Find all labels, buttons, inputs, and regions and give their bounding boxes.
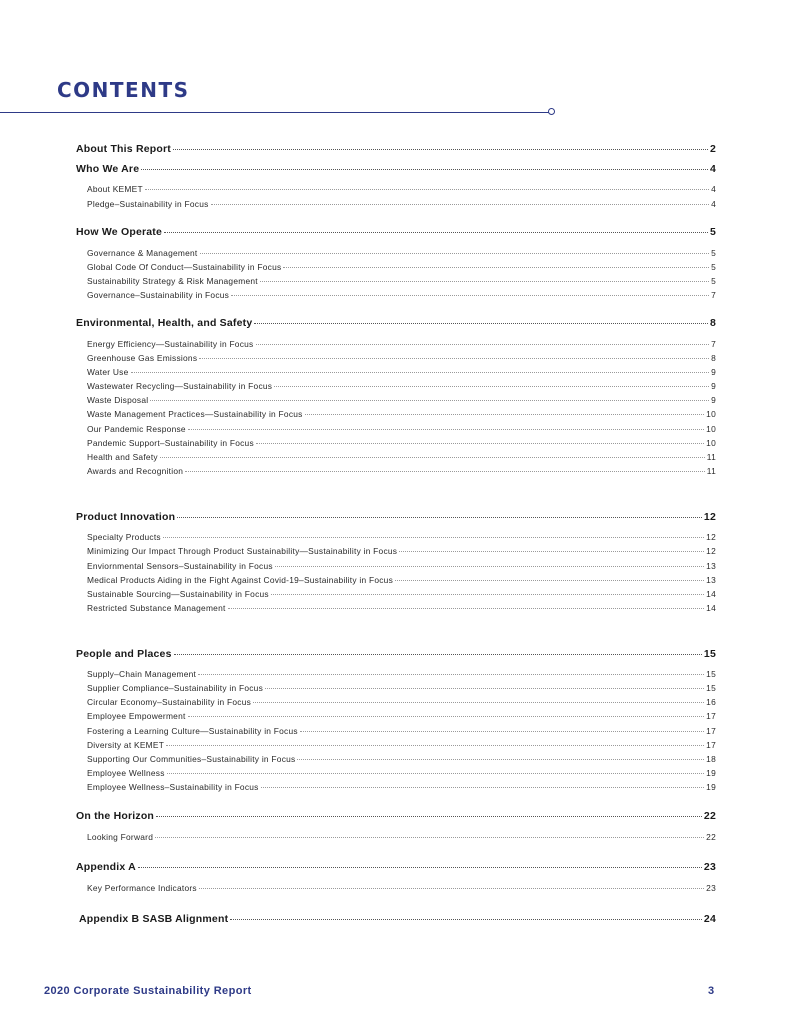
- toc-entry-title: Awards and Recognition: [87, 466, 184, 476]
- toc-heading-row[interactable]: [76, 226, 716, 238]
- toc-entry-page: 23: [706, 883, 716, 893]
- toc-heading-row[interactable]: [76, 861, 716, 873]
- toc-subitem-row[interactable]: [87, 603, 716, 613]
- dot-leader: [297, 759, 704, 760]
- dot-leader: [228, 608, 705, 609]
- toc-entry-title: About KEMET: [87, 184, 143, 194]
- toc-subitem-row[interactable]: [87, 754, 716, 764]
- toc-subitem-row[interactable]: [87, 339, 716, 349]
- dot-leader: [283, 267, 709, 268]
- dot-leader: [260, 281, 709, 282]
- toc-entry-title: Energy Efficiency—Sustainability in Focus: [87, 339, 254, 349]
- toc-entry-page: 17: [706, 726, 716, 736]
- toc-entry-title: Key Performance Indicators: [87, 883, 197, 893]
- toc-entry-title: Health and Safety: [87, 452, 158, 462]
- toc-subitem-row[interactable]: [87, 575, 716, 585]
- toc-entry-page: 7: [711, 339, 716, 349]
- dot-leader: [265, 688, 704, 689]
- toc-entry-title: Specialty Products: [87, 532, 161, 542]
- toc-subitem-row[interactable]: [87, 367, 716, 377]
- dot-leader: [156, 816, 702, 817]
- dot-leader: [185, 471, 705, 472]
- toc-entry-page: 13: [706, 575, 716, 585]
- toc-entry-title: Appendix A: [76, 861, 136, 873]
- toc-entry-title: Appendix B SASB Alignment: [79, 913, 229, 925]
- dot-leader: [160, 457, 705, 458]
- dot-leader: [141, 169, 708, 170]
- toc-subitem-row[interactable]: [87, 883, 716, 893]
- toc-entry-title: Pledge–Sustainability in Focus: [87, 199, 209, 209]
- dot-leader: [256, 443, 704, 444]
- dot-leader: [163, 537, 704, 538]
- toc-entry-page: 15: [706, 683, 716, 693]
- dot-leader: [271, 594, 704, 595]
- toc-subitem-row[interactable]: [87, 452, 716, 462]
- toc-entry-title: Enviornmental Sensors–Sustainability in Focus: [87, 561, 273, 571]
- dot-leader: [173, 149, 708, 150]
- toc-entry-title: Who We Are: [76, 163, 140, 175]
- toc-entry-title: Supply–Chain Management: [87, 669, 197, 679]
- toc-entry-title: Circular Economy–Sustainability in Focus: [87, 697, 252, 707]
- toc-subitem-row[interactable]: [87, 409, 716, 419]
- dot-leader: [188, 429, 704, 430]
- toc-entry-page: 4: [709, 163, 716, 175]
- toc-subitem-row[interactable]: [87, 740, 716, 750]
- toc-entry-title: People and Places: [76, 648, 172, 660]
- toc-subitem-row[interactable]: [87, 353, 716, 363]
- toc-entry-page: 4: [711, 199, 716, 209]
- toc-subitem-row[interactable]: [87, 466, 716, 476]
- toc-subitem-row[interactable]: [87, 726, 716, 736]
- toc-subitem-row[interactable]: [87, 669, 716, 679]
- toc-subitem-row[interactable]: [87, 395, 716, 405]
- toc-subitem-row[interactable]: [87, 561, 716, 571]
- dot-leader: [200, 253, 710, 254]
- dot-leader: [164, 232, 708, 233]
- dot-leader: [199, 888, 704, 889]
- dot-leader: [254, 323, 708, 324]
- toc-entry-title: Product Innovation: [76, 511, 176, 523]
- toc-entry-page: 12: [703, 511, 716, 523]
- dot-leader: [131, 372, 710, 373]
- toc-subitem-row[interactable]: [87, 782, 716, 792]
- toc-subitem-row[interactable]: [87, 424, 716, 434]
- toc-subitem-row[interactable]: [87, 262, 716, 272]
- toc-subitem-row[interactable]: [87, 290, 716, 300]
- dot-leader: [230, 919, 702, 920]
- toc-entry-page: 13: [706, 561, 716, 571]
- dot-leader: [274, 386, 709, 387]
- toc-entry-page: 5: [711, 276, 716, 286]
- toc-subitem-row[interactable]: [87, 683, 716, 693]
- toc-entry-page: 15: [706, 669, 716, 679]
- toc-entry-title: Supplier Compliance–Sustainability in Focus: [87, 683, 264, 693]
- toc-heading-row[interactable]: [76, 648, 716, 660]
- toc-entry-page: 2: [709, 143, 716, 155]
- toc-entry-page: 4: [711, 184, 716, 194]
- toc-entry-page: 22: [703, 810, 716, 822]
- toc-entry-page: 19: [706, 768, 716, 778]
- dot-leader: [188, 716, 705, 717]
- toc-entry-title: Employee Wellness–Sustainability in Focus: [87, 782, 259, 792]
- dot-leader: [275, 566, 704, 567]
- toc-entry-page: 10: [706, 438, 716, 448]
- dot-leader: [145, 189, 709, 190]
- toc-entry-page: 17: [706, 711, 716, 721]
- toc-entry-title: Sustainable Sourcing—Sustainability in Focus: [87, 589, 269, 599]
- toc-entry-title: Supporting Our Communities–Sustainability in Focus: [87, 754, 296, 764]
- toc-entry-title: Greenhouse Gas Emissions: [87, 353, 198, 363]
- toc-entry-title: Our Pandemic Response: [87, 424, 186, 434]
- toc-subitem-row[interactable]: [87, 248, 716, 258]
- dot-leader: [256, 344, 710, 345]
- toc-entry-page: 15: [703, 648, 716, 660]
- toc-entry-page: 5: [711, 262, 716, 272]
- dot-leader: [166, 745, 704, 746]
- dot-leader: [138, 867, 702, 868]
- dot-leader: [167, 773, 705, 774]
- toc-subitem-row[interactable]: [87, 438, 716, 448]
- toc-subitem-row[interactable]: [87, 832, 716, 842]
- toc-entry-page: 10: [706, 424, 716, 434]
- toc-entry-title: Waste Management Practices—Sustainability in Focus: [87, 409, 303, 419]
- toc-entry-title: Pandemic Support–Sustainability in Focus: [87, 438, 254, 448]
- dot-leader: [253, 702, 704, 703]
- toc-heading-row[interactable]: [79, 913, 716, 925]
- toc-entry-page: 8: [709, 317, 716, 329]
- dot-leader: [300, 731, 704, 732]
- toc-entry-page: 9: [711, 395, 716, 405]
- toc-subitem-row[interactable]: [87, 532, 716, 542]
- dot-leader: [261, 787, 705, 788]
- toc-entry-title: Water Use: [87, 367, 129, 377]
- toc-entry-title: Minimizing Our Impact Through Product Sustainability—Sustainability in Focus: [87, 546, 398, 556]
- toc-entry-title: Employee Wellness: [87, 768, 165, 778]
- toc-subitem-row[interactable]: [87, 697, 716, 707]
- toc-entry-page: 5: [711, 248, 716, 258]
- toc-subitem-row[interactable]: [87, 199, 716, 209]
- toc-entry-title: On the Horizon: [76, 810, 155, 822]
- toc-entry-title: Diversity at KEMET: [87, 740, 165, 750]
- toc-entry-title: Sustainability Strategy & Risk Management: [87, 276, 258, 286]
- toc-entry-page: 14: [706, 603, 716, 613]
- toc-subitem-row[interactable]: [87, 711, 716, 721]
- toc-entry-page: 12: [706, 532, 716, 542]
- dot-leader: [305, 414, 705, 415]
- dot-leader: [198, 674, 704, 675]
- toc-entry-page: 14: [706, 589, 716, 599]
- toc-entry-page: 11: [706, 452, 716, 462]
- dot-leader: [174, 654, 702, 655]
- toc-entry-page: 16: [706, 697, 716, 707]
- toc-entry-title: How We Operate: [76, 226, 163, 238]
- toc-entry-page: 24: [703, 913, 716, 925]
- toc-entry-title: Waste Disposal: [87, 395, 149, 405]
- toc-entry-title: Environmental, Health, and Safety: [76, 317, 253, 329]
- dot-leader: [155, 837, 704, 838]
- toc-entry-page: 19: [706, 782, 716, 792]
- toc-entry-title: Wastewater Recycling—Sustainability in Focus: [87, 381, 273, 391]
- toc-subitem-row[interactable]: [87, 546, 716, 556]
- toc-entry-page: 18: [706, 754, 716, 764]
- toc-entry-page: 10: [706, 409, 716, 419]
- dot-leader: [211, 204, 710, 205]
- dot-leader: [177, 517, 702, 518]
- dot-leader: [199, 358, 709, 359]
- footer-page-number: 3: [708, 985, 715, 997]
- toc-entry-page: 22: [706, 832, 716, 842]
- toc-entry-title: Fostering a Learning Culture—Sustainability in Focus: [87, 726, 298, 736]
- toc-subitem-row[interactable]: [87, 768, 716, 778]
- toc-entry-page: 12: [706, 546, 716, 556]
- toc-entry-page: 8: [711, 353, 716, 363]
- title-rule: [0, 112, 549, 113]
- dot-leader: [150, 400, 709, 401]
- dot-leader: [399, 551, 704, 552]
- toc-heading-row[interactable]: [76, 143, 716, 155]
- toc-subitem-row[interactable]: [87, 184, 716, 194]
- toc-entry-page: 7: [711, 290, 716, 300]
- toc-entry-title: Governance–Sustainability in Focus: [87, 290, 230, 300]
- toc-entry-page: 9: [711, 381, 716, 391]
- footer-report-title: 2020 Corporate Sustainability Report: [44, 985, 252, 997]
- toc-entry-page: 9: [711, 367, 716, 377]
- toc-entry-title: Medical Products Aiding in the Fight Against Covid-19–Sustainability in Focus: [87, 575, 394, 585]
- toc-heading-row[interactable]: [76, 810, 716, 822]
- toc-entry-title: Governance & Management: [87, 248, 198, 258]
- toc-subitem-row[interactable]: [87, 589, 716, 599]
- toc-heading-row[interactable]: [76, 163, 716, 175]
- toc-entry-title: Employee Empowerment: [87, 711, 186, 721]
- toc-entry-page: 17: [706, 740, 716, 750]
- toc-heading-row[interactable]: [76, 511, 716, 523]
- toc-heading-row[interactable]: [76, 317, 716, 329]
- toc-entry-title: About This Report: [76, 143, 171, 155]
- toc-entry-title: Restricted Substance Management: [87, 603, 226, 613]
- toc-entry-page: 11: [706, 466, 716, 476]
- dot-leader: [395, 580, 704, 581]
- toc-entry-title: Global Code Of Conduct—Sustainability in Focus: [87, 262, 282, 272]
- dot-leader: [231, 295, 709, 296]
- toc-entry-page: 5: [709, 226, 716, 238]
- page-title: CONTENTS: [57, 78, 190, 102]
- toc-subitem-row[interactable]: [87, 276, 716, 286]
- rule-end-circle: [548, 108, 555, 115]
- toc-entry-page: 23: [703, 861, 716, 873]
- toc-subitem-row[interactable]: [87, 381, 716, 391]
- toc-entry-title: Looking Forward: [87, 832, 154, 842]
